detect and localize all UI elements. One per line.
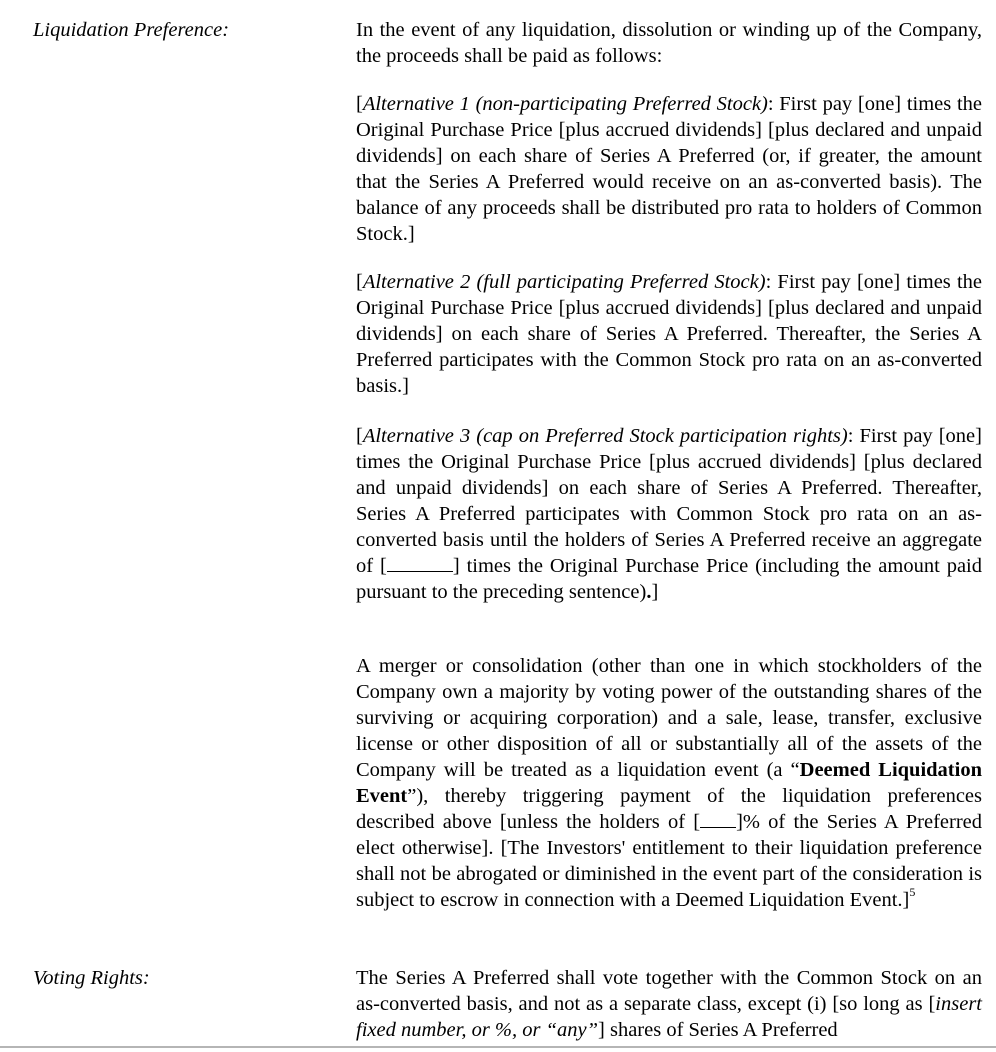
alt2-title: Alternative 2 (full participating Preferred Stock) — [362, 271, 766, 293]
alternative-1-paragraph — [356, 91, 982, 247]
deemed-liquidation-event-term: Deemed Liquidation Event — [356, 759, 982, 807]
alt3-bold-period: . — [646, 581, 652, 603]
alt3-text-a: : First pay [one] times the Original Purchase Price [plus accrued dividends] [plus declared and unpaid dividends] on each share of Series A Preferred. Thereafter, Series A Preferred participates with Common Stock pro rata on an as-converted basis until the holders of Series A Preferred receive an aggregate of [ — [356, 425, 982, 577]
voting-text-a: The Series A Preferred shall vote together with the Common Stock on an as-converted basis, and not as a separate class, except (i) [so long as [ — [356, 967, 982, 1015]
alt1-text: : First pay [one] times the Original Purchase Price [plus accrued dividends] [plus declared and unpaid dividends] on each share of Series A Preferred (or, if greater, the amount that the Series A Preferred would receive on an as-converted basis). The balance of any proceeds shall be distributed pro rata to holders of Common Stock.] — [356, 93, 983, 245]
alt3-tail: ] — [651, 581, 659, 603]
alternative-2-paragraph — [356, 269, 982, 399]
intro-text: In the event of any liquidation, dissolution or winding up of the Company, the proceeds shall be paid as follows: — [356, 19, 982, 67]
alt1-title: Alternative 1 (non-participating Preferred Stock) — [362, 93, 768, 115]
dl-text-b: ”), thereby triggering payment of the liquidation preferences described above [unless the holders of [ — [356, 785, 982, 833]
page-bottom-divider — [0, 1046, 996, 1048]
liquidation-preference-label: Liquidation Preference: — [33, 19, 230, 41]
alt1-bracket: [ — [356, 93, 363, 115]
alt3-title: Alternative 3 (cap on Preferred Stock participation rights) — [362, 425, 848, 447]
multiple-blank — [387, 553, 453, 572]
voting-insert-instruction: insert fixed number, or %, or “any” — [356, 993, 982, 1041]
dl-text-a: A merger or consolidation (other than one in which stockholders of the Company own a majority by voting power of the outstanding shares of the surviving or acquiring corporation) and a sale, lease, transfer, exclusive license or other disposition of all or substantially all of the assets of the Company will be treated as a liquidation event (a “ — [356, 655, 982, 781]
voting-rights-label: Voting Rights: — [33, 967, 150, 989]
dl-text-c: ]% of the Series A Preferred elect otherwise]. [The Investors' entitlement to their liquidation preference shall not be abrogated or diminished in the event part of the consideration is subject to escrow in connection with a Deemed Liquidation Event.] — [356, 811, 982, 911]
voting-text-b: ] shares of Series A Preferred — [598, 1019, 838, 1041]
alternative-3-paragraph — [356, 423, 982, 605]
voting-rights-paragraph — [356, 965, 982, 1043]
alt2-bracket: [ — [356, 271, 363, 293]
alt3-bracket: [ — [356, 425, 363, 447]
deemed-liquidation-paragraph — [356, 653, 982, 913]
percent-blank — [700, 809, 736, 828]
liquidation-intro-paragraph — [356, 17, 982, 69]
footnote-marker[interactable]: 5 — [909, 885, 916, 900]
alt3-text-b: ] times the Original Purchase Price (including the amount paid pursuant to the preceding sentence) — [356, 555, 982, 603]
alt2-text: : First pay [one] times the Original Purchase Price [plus accrued dividends] [plus declared and unpaid dividends] on each share of Series A Preferred. Thereafter, the Series A Preferred participates with the Common Stock pro rata on an as-converted basis.] — [356, 271, 982, 397]
